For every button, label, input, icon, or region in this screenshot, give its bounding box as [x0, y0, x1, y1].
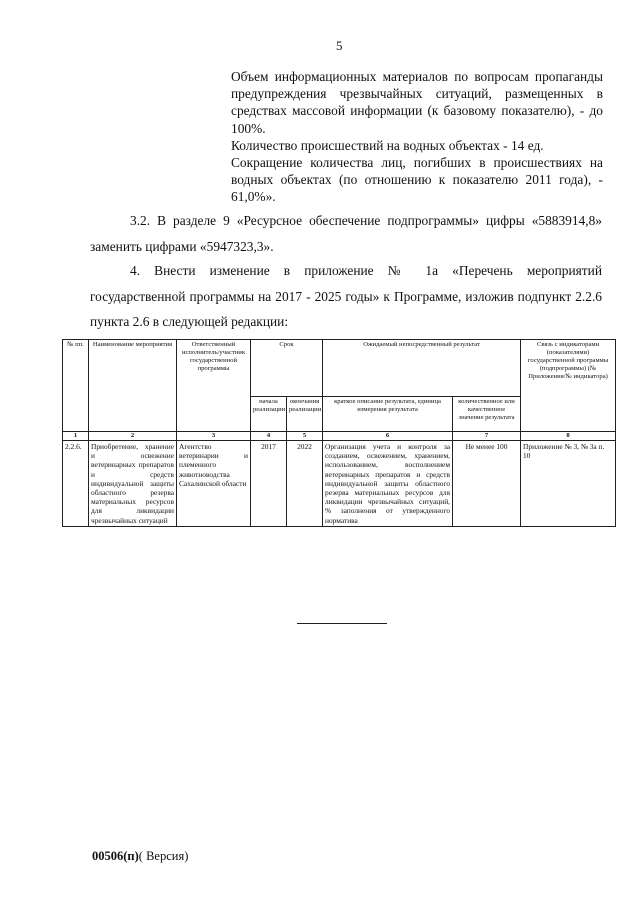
- header-result-value: количественное или качественное значение результата: [453, 397, 521, 432]
- indicator-list: [231, 68, 603, 206]
- header-result: Ожидаемый непосредственный результат: [323, 340, 521, 397]
- row-start: 2017: [251, 441, 287, 527]
- row-result-value: Не менее 100: [453, 441, 521, 527]
- row-num: 2.2.6.: [63, 441, 89, 527]
- header-term-start: начала реализации: [251, 397, 287, 432]
- row-end: 2022: [287, 441, 323, 527]
- col-number: 8: [521, 432, 616, 441]
- row-result-desc: Организация учета и контроля за созданием, освежением, хранением, использованием, восполнением ветеринарных препаратов и средств индивидуальной защиты областного резерва материальных ресурсов для ликвидации чрезвычайных ситуаций, % заполнения от утвержденного норматива: [323, 441, 453, 527]
- col-number: 5: [287, 432, 323, 441]
- paragraph-3-2-text: 3.2. В разделе 9 «Ресурсное обеспечение подпрограммы» цифры «5883914,8» заменить цифрами «5947323,3».: [90, 213, 602, 254]
- col-number: 7: [453, 432, 521, 441]
- col-number: 4: [251, 432, 287, 441]
- header-link: Связь с индикаторами (показателями) государственной программы (подпрограммы) (№ Приложения/№ индикатора): [521, 340, 616, 432]
- header-term-end: окончания реализации: [287, 397, 323, 432]
- table-header-row: [63, 340, 616, 397]
- column-number-row: [63, 432, 616, 441]
- indicator-info-materials: Объем информационных материалов по вопросам пропаганды предупреждения чрезвычайных ситуаций, размещенных в средствах массовой информации (к базовому показателю), - до 100%.: [231, 69, 603, 136]
- footer-code: 00506(п): [92, 849, 139, 863]
- col-number: 2: [89, 432, 177, 441]
- footer-doc-code: [92, 849, 188, 864]
- indicator-deaths-reduction: Сокращение количества лиц, погибших в происшествиях на водных объектах (по отношению к показателю 2011 года), - 61,0%».: [231, 155, 603, 205]
- section-divider: [297, 623, 387, 624]
- paragraph-3-2: [90, 208, 602, 259]
- header-responsible: Ответственный исполнитель/участник государственной программы: [177, 340, 251, 432]
- col-number: 1: [63, 432, 89, 441]
- paragraph-4-text: 4. Внести изменение в приложение № 1а «Перечень мероприятий государственной программы на 2017 - 2025 годы» к Программе, изложив подпункт 2.2.6 пункта 2.6 в следующей редакции:: [90, 263, 602, 329]
- paragraph-4: [90, 258, 602, 335]
- indicator-water-incidents: Количество происшествий на водных объектах - 14 ед.: [231, 137, 544, 153]
- col-number: 6: [323, 432, 453, 441]
- page-number: 5: [336, 38, 343, 53]
- footer-version: ( Версия): [138, 849, 189, 863]
- table-row: [63, 441, 616, 527]
- header-name: Наименование мероприятия: [89, 340, 177, 432]
- row-responsible: Агентство ветеринарии и племенного животноводства Сахалинской области: [177, 441, 251, 527]
- header-term: Срок: [251, 340, 323, 397]
- header-result-desc: краткое описание результата, единица измерения результата: [323, 397, 453, 432]
- row-link: Приложение № 3, № 3а п. 10: [521, 441, 616, 527]
- col-number: 3: [177, 432, 251, 441]
- header-num: № пп.: [63, 340, 89, 432]
- row-name: Приобретение, хранение и освежение ветеринарных препаратов и средств индивидуальной защиты областного резерва материальных ресурсов для ликвидации чрезвычайных ситуаций: [89, 441, 177, 527]
- measures-table: [62, 339, 616, 527]
